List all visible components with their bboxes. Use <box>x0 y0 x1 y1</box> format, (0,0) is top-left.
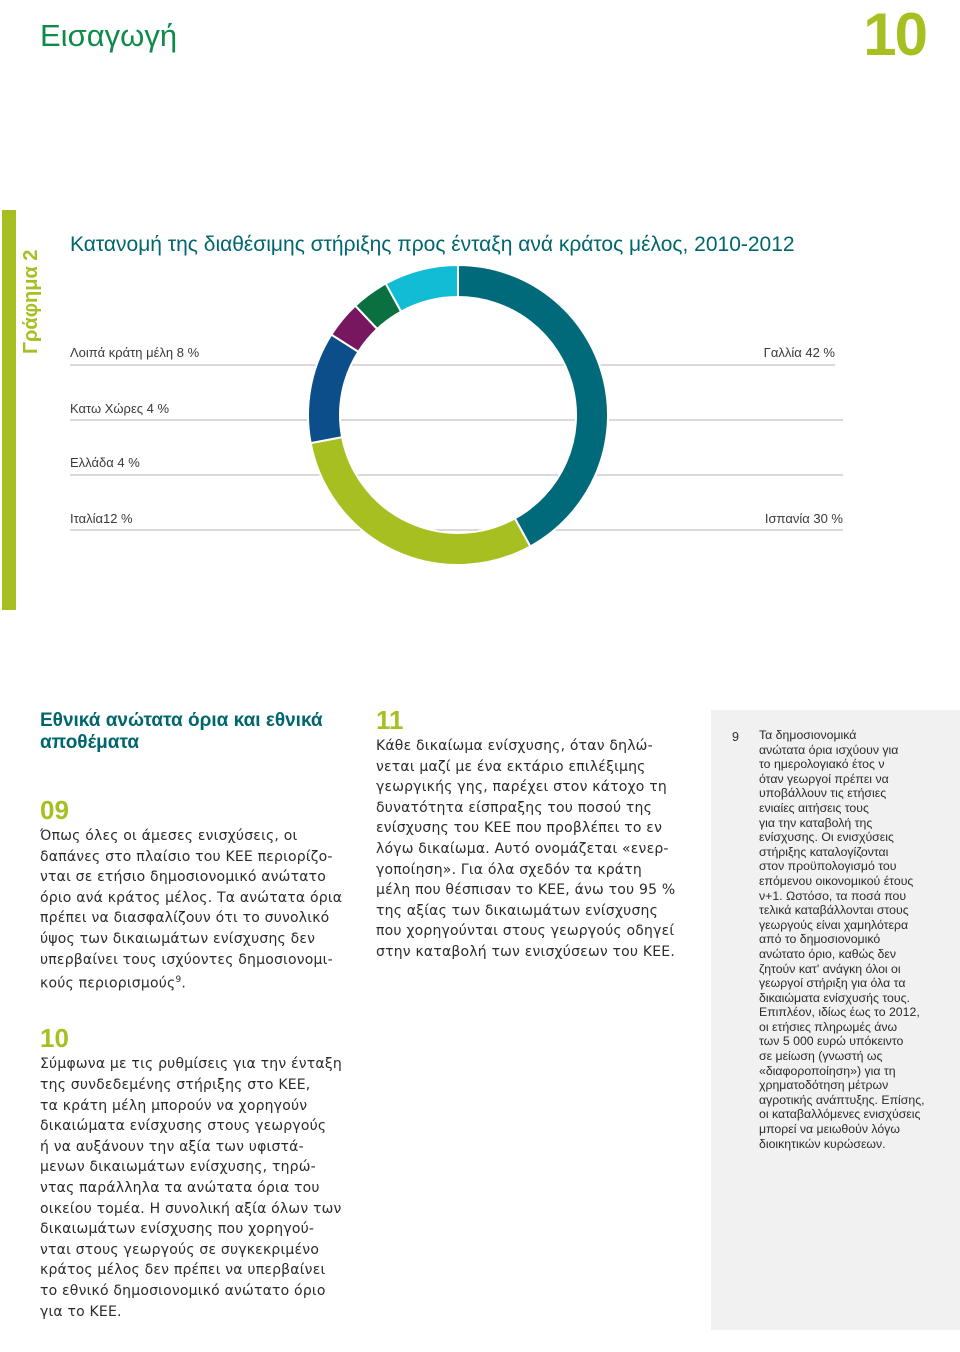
paragraph-11: Κάθε δικαίωμα ενίσχυσης, όταν δηλώ- νεται μαζί με ένα εκτάριο επιλέξιμης γεωργικής γης, παρέχει στον κάτοχο τη δυνατότητα είσπραξης του ποσού της ενίσχυσης του ΚΕΕ που προβλέπει το εν λόγω δικαίωμα. Αυτό ονομάζεται «ενερ- γοποίηση». Για όλα σχεδόν τα κράτη μέλη που θέσπισαν το ΚΕΕ, άνω του 95 % της αξίας των δικαιωμάτων ενίσχυσης που χορηγούνται στους γεωργούς οδηγεί στην καταβολή των ενισχύσεων του ΚΕΕ. <box>376 738 676 960</box>
slice-label-Γαλλία: Γαλλία 42 % <box>763 345 835 360</box>
left-column <box>40 710 360 1322</box>
slice-label-Ιταλία: Ιταλία12 % <box>70 511 133 526</box>
slice-label-Λοιπά κράτη μέλη: Λοιπά κράτη μέλη 8 % <box>70 345 200 360</box>
slice-label-Ισπανία: Ισπανία 30 % <box>764 511 843 526</box>
footnote-number: 9 <box>732 730 739 744</box>
paragraph-number-09: 09 <box>40 795 69 825</box>
footnote-text: Τα δημοσιονομικά ανώτατα όρια ισχύουν για το ημερολογιακό έτος ν όταν γεωργοί πρέπει να υποβάλλουν τις ετήσιες ενιαίες αιτήσεις τους για την καταβολή της ενίσχυσης. Οι ενισχύσεις στήριξης καταλογίζονται στον προϋπολογισμό του επόμενου οικονομικού έτους ν+1. Ωστόσο, τα ποσά που τελικά καταβάλλονται στους γεωργούς είναι χαμηλότερα από το δημοσιονομικό ανώτατο όριο, καθώς δεν ζητούν κατ' ανάγκη όλοι οι γεωργοί στήριξη για όλα τα δικαιώματα ενίσχυσής τους. Επιπλέον, ιδίως έως το 2012, οι ετήσιες πληρωμές άνω των 5 000 ευρώ υπόκειντο σε μείωση (γνωστή ως «διαφοροποίηση») για τη χρηματοδότηση μέτρων αγροτικής ανάπτυξης. Επίσης, οι καταβαλλόμενες ενισχύσεις μπορεί να μειωθούν λόγω διοικητικών κυρώσεων. <box>759 728 925 1151</box>
paragraph-number-10: 10 <box>40 1023 69 1054</box>
paragraph-09-end: . <box>181 975 187 992</box>
slice-label-Ελλάδα: Ελλάδα 4 % <box>70 455 140 470</box>
paragraph-09 <box>40 826 360 994</box>
figure-title: Κατανομή της διαθέσιμης στήριξης προς ένταξη ανά κράτος μέλος, 2010-2012 <box>70 233 795 256</box>
section-title: Εισαγωγή <box>40 18 178 53</box>
paragraph-number-11: 11 <box>376 705 404 735</box>
footnote-ref-9[interactable]: 9 <box>175 975 182 986</box>
page-number: 10 <box>863 1 926 68</box>
slice-label-Κατω Χώρες: Κατω Χώρες 4 % <box>70 401 170 416</box>
section-heading: Εθνικά ανώτατα όρια και εθνικά αποθέματα <box>40 710 323 753</box>
paragraph-10: Σύμφωνα με τις ρυθμίσεις για την ένταξη της συνδεδεμένης στήριξης στο ΚΕΕ, τα κράτη μέλη μπορούν να χορηγούν δικαιώματα ενίσχυσης στους γεωργούς ή να αυξάνουν την αξία των υφιστά- μενων δικαιωμάτων ενίσχυσης, τηρώ- ντας παράλληλα τα ανώτατα όρια του οικείου τομέα. Η συνολική αξία όλων των δικαιωμάτων ενίσχυσης που χορηγού- νται στους γεωργούς σε συγκεκριμένο κράτος μέλος δεν πρέπει να υπερβαίνει το εθνικό δημοσιονομικό ανώτατο όριο για το ΚΕΕ. <box>40 1056 342 1320</box>
slice-Γαλλία <box>458 265 608 546</box>
paragraph-09-text: Όπως όλες οι άμεσες ενισχύσεις, οι δαπάνες στο πλαίσιο του ΚΕΕ περιορίζο- νται σε ετήσιο δημοσιονομικό ανώτατο όριο ανά κράτος μέλος. Τα ανώτατα όρια πρέπει να διασφαλίζουν ότι το συνολικό ύψος των δικαιωμάτων ενίσχυσης δεν υπερβαίνει τους ισχύοντες δημοσιονομι- κούς περιορισμούς <box>40 828 343 992</box>
slice-Ιταλία <box>308 335 358 443</box>
figure-label: Γράφημα 2 <box>20 249 42 354</box>
middle-column <box>376 706 696 963</box>
slice-Λοιπά κράτη μέλη <box>386 265 458 312</box>
slice-Ισπανία <box>311 437 531 565</box>
